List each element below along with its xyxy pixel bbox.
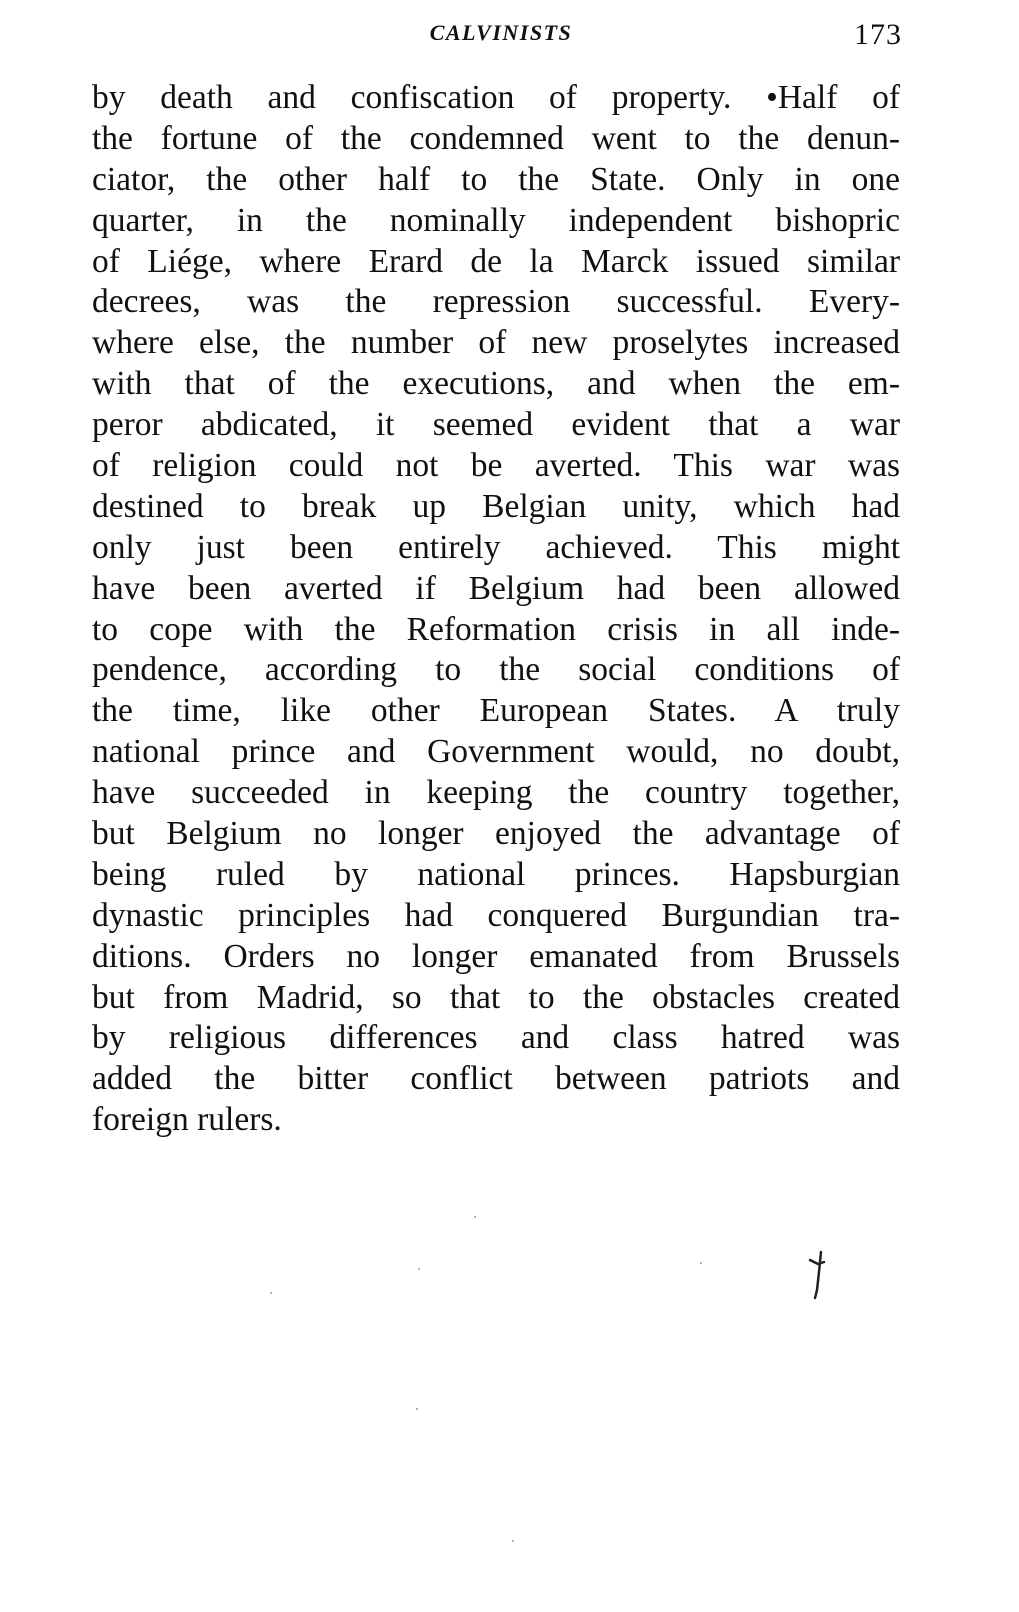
- text-line: by religious differences and class hatred was: [92, 1019, 900, 1057]
- scan-speck: [512, 1540, 514, 1542]
- text-line: with that of the executions, and when the em-: [92, 365, 900, 403]
- scan-speck: [270, 1292, 272, 1294]
- text-line: quarter, in the nominally independent bishopric: [92, 201, 900, 239]
- text-line: only just been entirely achieved. This might: [92, 528, 900, 566]
- page-number: 173: [854, 18, 902, 51]
- text-line: ciator, the other half to the State. Only in one: [92, 160, 900, 198]
- text-line: dynastic principles had conquered Burgundian tra-: [92, 896, 900, 934]
- text-line: added the bitter conflict between patriots and: [92, 1060, 900, 1098]
- text-line: peror abdicated, it seemed evident that a war: [92, 406, 900, 444]
- scan-speck: [700, 1262, 702, 1264]
- text-line: destined to break up Belgian unity, which had: [92, 487, 900, 525]
- text-line: the time, like other European States. A truly: [92, 692, 900, 730]
- running-title: CALVINISTS: [429, 20, 573, 45]
- text-line: ditions. Orders no longer emanated from Brussels: [92, 937, 900, 975]
- text-line: of religion could not be averted. This war was: [92, 447, 900, 485]
- pencil-mark-icon: [802, 1246, 832, 1306]
- text-line: but Belgium no longer enjoyed the advantage of: [92, 815, 900, 853]
- text-line: by death and confiscation of property. •Half of: [92, 79, 900, 116]
- scan-speck: [418, 1268, 420, 1270]
- text-line: have succeeded in keeping the country together,: [92, 774, 900, 812]
- text-line: have been averted if Belgium had been allowed: [92, 569, 900, 607]
- text-line: decrees, was the repression successful. Every-: [92, 283, 900, 321]
- text-line: where else, the number of new proselytes increased: [92, 324, 900, 362]
- text-line: the fortune of the condemned went to the denun-: [92, 119, 900, 157]
- text-line: foreign rulers.: [92, 1101, 282, 1139]
- body-paragraph: [92, 78, 900, 1141]
- scan-speck: [416, 1408, 418, 1410]
- text-line: being ruled by national princes. Hapsburgian: [92, 855, 900, 893]
- text-line: of Liége, where Erard de la Marck issued similar: [92, 242, 900, 280]
- running-head: [92, 18, 910, 54]
- text-line: but from Madrid, so that to the obstacles created: [92, 978, 900, 1016]
- text-line: pendence, according to the social conditions of: [92, 651, 900, 689]
- scan-speck: [474, 1216, 476, 1218]
- text-line: to cope with the Reformation crisis in all inde-: [92, 610, 900, 648]
- text-line: national prince and Government would, no doubt,: [92, 733, 900, 771]
